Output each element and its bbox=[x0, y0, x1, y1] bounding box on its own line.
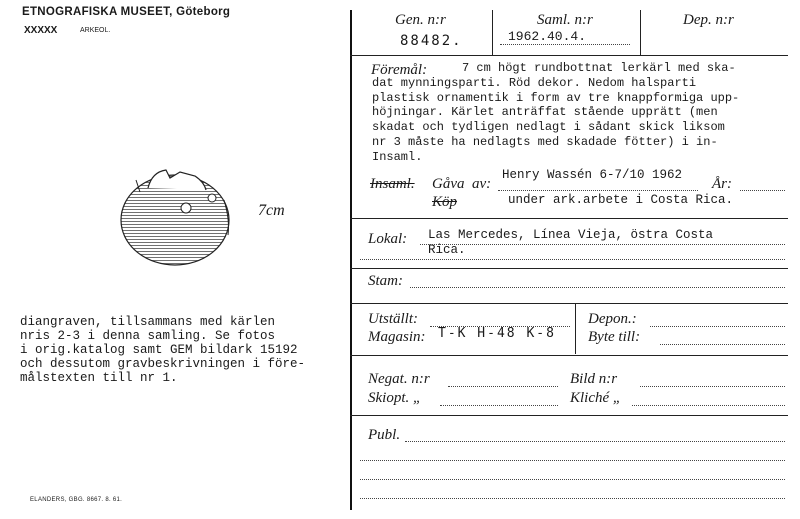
ar-dots bbox=[740, 190, 785, 191]
gen-nr-value: 88482. bbox=[400, 33, 463, 49]
foremal-line: Insaml. bbox=[372, 149, 423, 164]
gava-label: Gåva bbox=[432, 176, 465, 192]
left-text-block bbox=[20, 315, 345, 385]
depon-dots bbox=[650, 326, 785, 327]
negat-label: Negat. n:r bbox=[368, 371, 430, 387]
col-divider-1 bbox=[492, 10, 493, 55]
foremal-text bbox=[372, 61, 792, 165]
lokal-dots-1 bbox=[420, 244, 785, 245]
stam-bottom-line bbox=[350, 303, 788, 304]
publ-dots-4 bbox=[360, 498, 785, 499]
stam-label: Stam: bbox=[368, 273, 403, 289]
printer-mark: ELANDERS, GBG. 8667. 8. 61. bbox=[30, 497, 123, 503]
publ-dots-1 bbox=[405, 441, 785, 442]
foremal-line: plastisk ornamentik i form av tre knappformiga upp- bbox=[372, 90, 740, 105]
stam-dots bbox=[410, 287, 785, 288]
magasin-label: Magasin: bbox=[368, 329, 426, 345]
foremal-line: nr 3 måste ha nedlagts med skadade fötter) i in- bbox=[372, 134, 718, 149]
negat-dots bbox=[448, 386, 558, 387]
lokal-bottom-line bbox=[350, 268, 788, 269]
skiopt-label: Skiopt. „ bbox=[368, 390, 422, 406]
magasin-bottom-line bbox=[350, 355, 788, 356]
pottery-sketch bbox=[100, 160, 330, 270]
left-text-line: diangraven, tillsammans med kärlen bbox=[20, 315, 276, 329]
header-subtitle: ARKEOL. bbox=[80, 27, 111, 34]
av-label: av: bbox=[472, 176, 492, 192]
kop-label: Köp bbox=[432, 194, 458, 210]
saml-nr-label: Saml. n:r bbox=[537, 12, 593, 28]
bild-label: Bild n:r bbox=[570, 371, 618, 387]
bild-dots bbox=[640, 386, 785, 387]
publ-dots-3 bbox=[360, 479, 785, 480]
left-text-line: målstexten till nr 1. bbox=[20, 371, 178, 385]
utstallt-divider bbox=[575, 304, 576, 354]
insaml-label: Insaml. bbox=[370, 176, 415, 192]
gen-nr-label: Gen. n:r bbox=[395, 12, 446, 28]
saml-dots bbox=[500, 44, 630, 45]
byte-till-label: Byte till: bbox=[588, 329, 641, 345]
kop-text: under ark.arbete i Costa Rica. bbox=[508, 193, 734, 207]
foremal-line: dat mynningsparti. Röd dekor. Nedom halsparti bbox=[372, 75, 697, 90]
lokal-label: Lokal: bbox=[368, 231, 408, 247]
skiopt-dots bbox=[440, 405, 558, 406]
donor-value: Henry Wassén 6-7/10 1962 bbox=[502, 168, 683, 182]
foremal-line: höjningar. Kärlet anträffat stående upprätt (men bbox=[372, 105, 718, 120]
museum-header: ETNOGRAFISKA MUSEET, Göteborg bbox=[22, 6, 231, 18]
foremal-line: 7 cm högt rundbottnat lerkärl med ska- bbox=[462, 61, 736, 75]
col-divider-2 bbox=[640, 10, 641, 55]
left-text-line: i orig.katalog samt GEM bildark 15192 bbox=[20, 343, 298, 357]
donor-dots bbox=[498, 190, 698, 191]
ar-label: År: bbox=[712, 176, 732, 192]
utstallt-label: Utställt: bbox=[368, 311, 419, 327]
byte-dots bbox=[660, 344, 785, 345]
cliche-label: Kliché „ bbox=[570, 390, 622, 406]
saml-nr-value: 1962.40.4. bbox=[508, 29, 587, 44]
magasin-value: T-K H-48 K-8 bbox=[438, 326, 556, 341]
form-left-border bbox=[350, 10, 352, 510]
left-text-line: nris 2-3 i denna samling. Se fotos bbox=[20, 329, 276, 343]
left-text-line: och dessutom gravbeskrivningen i före- bbox=[20, 357, 306, 371]
sketch-size-label: 7cm bbox=[258, 202, 285, 219]
insaml-bottom-line bbox=[350, 218, 788, 219]
depon-label: Depon.: bbox=[588, 311, 637, 327]
header-crossout: XXXXX bbox=[24, 25, 58, 36]
dep-nr-label: Dep. n:r bbox=[683, 12, 734, 28]
skiopt-bottom-line bbox=[350, 415, 788, 416]
foremal-label: Föremål: bbox=[371, 62, 428, 78]
publ-label: Publ. bbox=[368, 427, 401, 443]
lokal-line1: Las Mercedes, Línea Vieja, östra Costa bbox=[428, 228, 714, 242]
lokal-dots-2 bbox=[360, 259, 785, 260]
foremal-line: skadat och tydligen nedlagt i sådant skick liksom bbox=[372, 120, 725, 135]
publ-dots-2 bbox=[360, 460, 785, 461]
cliche-dots bbox=[632, 405, 785, 406]
lokal-line2: Rica. bbox=[428, 243, 466, 257]
header-bottom-line bbox=[350, 55, 788, 56]
